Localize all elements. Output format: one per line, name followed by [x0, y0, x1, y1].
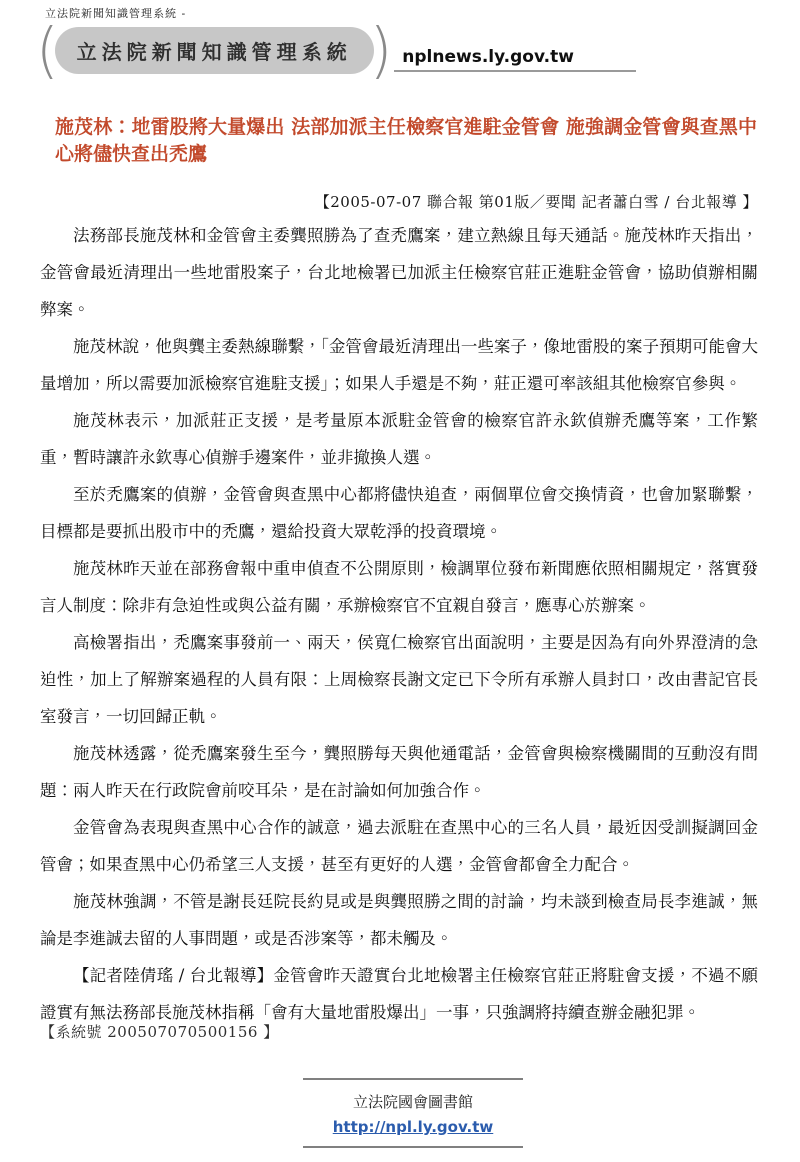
article-paragraph: 金管會為表現與查黑中心合作的誠意，過去派駐在查黑中心的三名人員，最近因受訓擬調回金管會；如果查黑中心仍希望三人支援，甚至有更好的人選，金管會都會全力配合。	[40, 818, 758, 874]
paren-left-icon: (	[36, 14, 59, 86]
logo-title: 立法院新聞知識管理系統	[55, 27, 374, 74]
library-link[interactable]: http://npl.ly.gov.tw	[332, 1118, 494, 1136]
footer-divider-top	[303, 1078, 523, 1080]
article-paragraph: 法務部長施茂林和金管會主委龔照勝為了查禿鷹案，建立熱線且每天通話。施茂林昨天指出，金管會最近清理出一些地雷股案子，台北地檢署已加派主任檢察官莊正進駐金管會，協助偵辦相關弊案。	[40, 226, 758, 319]
article-byline: 【2005-07-07 聯合報 第01版／要聞 記者蕭白雪 / 台北報導 】	[314, 193, 758, 211]
article-paragraph: 施茂林表示，加派莊正支援，是考量原本派駐金管會的檢察官許永欽偵辦禿鷹等案，工作繁重，暫時讓許永欽專心偵辦手邊案件，並非撤換人選。	[40, 411, 758, 467]
article-paragraph: 至於禿鷹案的偵辦，金管會與查黑中心都將儘快追查，兩個單位會交換情資，也會加緊聯繫，目標都是要抓出股市中的禿鷹，還給投資大眾乾淨的投資環境。	[40, 485, 758, 541]
article-paragraph: 施茂林昨天並在部務會報中重申偵查不公開原則，檢調單位發布新聞應依照相關規定，落實發言人制度：除非有急迫性或與公益有關，承辦檢察官不宜親自發言，應專心於辦案。	[40, 559, 758, 615]
article-paragraph: 施茂林透露，從禿鷹案發生至今，龔照勝每天與他通電話，金管會與檢察機關間的互動沒有問題：兩人昨天在行政院會前咬耳朵，是在討論如何加強合作。	[40, 744, 758, 800]
library-name: 立法院國會圖書館	[352, 1093, 473, 1111]
footer-divider-bottom	[303, 1146, 523, 1148]
article-paragraph: 【記者陸倩瑤 / 台北報導】金管會昨天證實台北地檢署主任檢察官莊正將駐會支援，不過不願證實有無法務部長施茂林指稱「會有大量地雷股爆出」一事，只強調將持續查辦金融犯罪。	[40, 966, 758, 1022]
paren-right-icon: )	[369, 14, 393, 86]
article-paragraph: 高檢署指出，禿鷹案事發前一、兩天，侯寬仁檢察官出面說明，主要是因為有向外界澄清的急迫性，加上了解辦案過程的人員有限：上周檢察長謝文定已下令所有承辦人員封口，改由書記官長室發言，一切回歸正軌。	[40, 633, 758, 726]
site-logo	[36, 14, 636, 86]
footer	[303, 1078, 523, 1148]
site-url-text: nplnews.ly.gov.tw	[394, 47, 636, 72]
article-title: 施茂林：地雷股將大量爆出 法部加派主任檢察官進駐金管會 施強調金管會與查黑中心將儘快查出禿鷹	[55, 115, 757, 165]
system-number: 【系統號 200507070500156 】	[40, 1023, 279, 1041]
article-paragraph: 施茂林說，他與龔主委熱線聯繫，「金管會最近清理出一些案子，像地雷股的案子預期可能會大量增加，所以需要加派檢察官進駐支援」；如果人手還是不夠，莊正還可率該組其他檢察官參與。	[40, 337, 758, 393]
window-title: 立法院新聞知識管理系統 -	[45, 7, 187, 20]
article-paragraph: 施茂林強調，不管是謝長廷院長約見或是與龔照勝之間的討論，均未談到檢查局長李進誠，無論是李進誠去留的人事問題，或是否涉案等，都未觸及。	[40, 892, 758, 948]
article-body	[40, 217, 758, 1031]
